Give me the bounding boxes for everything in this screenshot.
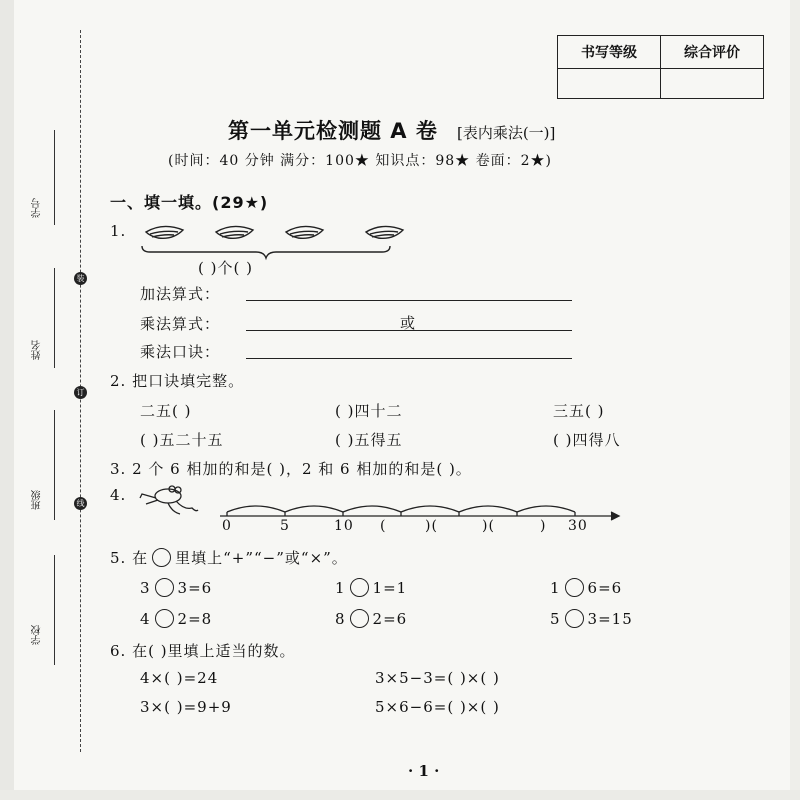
number-line-blank[interactable]: )( <box>425 518 438 534</box>
q3-text[interactable]: 3. 2 个 6 相加的和是( )，2 和 6 相加的和是( )。 <box>110 460 472 478</box>
q5-item <box>335 609 407 628</box>
q5-operand-a: 8 <box>335 610 346 628</box>
exam-info: (时间：40 分钟 满分：100★ 知识点：98★ 卷面：2★) <box>168 153 552 169</box>
number-line-tick-10: 10 <box>334 518 354 534</box>
student-number-line <box>54 130 55 225</box>
number-line-tick-5: 5 <box>280 518 290 534</box>
q5-item <box>550 578 622 597</box>
page-title: 第一单元检测题 A 卷 <box>228 119 438 143</box>
scan-edge-left <box>0 0 14 800</box>
q6-item[interactable]: 5×6−6=( )×( ) <box>375 698 500 716</box>
q5-item <box>550 609 633 628</box>
title-row <box>228 115 555 145</box>
q2-text: 2. 把口诀填完整。 <box>110 372 245 390</box>
q2-item[interactable]: 三五( ) <box>553 402 605 420</box>
brace-icon <box>142 246 390 258</box>
q5-operand-b: 2=6 <box>372 610 408 628</box>
q1-rhyme-answer-line[interactable] <box>246 358 572 359</box>
binding-dot-ding: 订 <box>74 386 87 399</box>
binding-dot-zhuang: 装 <box>74 272 87 285</box>
operator-circle[interactable] <box>155 578 174 597</box>
scan-edge-bottom <box>0 790 800 800</box>
q5-operand-a: 4 <box>140 610 151 628</box>
q5-operand-b: 3=6 <box>177 579 213 597</box>
q1-mul-label: 乘法算式： <box>140 315 221 333</box>
banana-bunch-icon <box>146 226 183 238</box>
number-line-tick-30: 30 <box>568 518 588 534</box>
q2-item[interactable]: ( )四十二 <box>335 402 403 420</box>
operator-circle[interactable] <box>155 609 174 628</box>
q6-item[interactable]: 3×5−3=( )×( ) <box>375 669 500 687</box>
number-line <box>215 498 625 538</box>
q5-text-after: 里填上“+”“−”或“×”。 <box>175 549 348 567</box>
grade-table <box>557 35 764 99</box>
class-line <box>54 410 55 520</box>
q6-item[interactable]: 3×( )=9+9 <box>140 698 232 716</box>
banana-bunch-icon <box>366 226 403 238</box>
q6-text: 6. 在( )里填上适当的数。 <box>110 642 296 660</box>
operator-circle[interactable] <box>350 609 369 628</box>
q5-operand-a: 1 <box>335 579 346 597</box>
q5-operand-b: 1=1 <box>372 579 408 597</box>
q1-add-label: 加法算式： <box>140 285 221 303</box>
class-label: 班级 <box>32 490 43 510</box>
grade-cell-overall[interactable] <box>661 69 764 99</box>
q5-item <box>335 578 407 597</box>
q6-item[interactable]: 4×( )=24 <box>140 669 219 687</box>
q1-add-answer-line[interactable] <box>246 300 572 301</box>
q2-item[interactable]: ( )五二十五 <box>140 431 224 449</box>
q4-number: 4. <box>110 486 127 504</box>
operator-circle[interactable] <box>565 578 584 597</box>
banana-bunch-icon <box>216 226 253 238</box>
q5-text: 5. 在 <box>110 549 149 567</box>
frog-icon <box>138 484 200 516</box>
q2-item[interactable]: ( )五得五 <box>335 431 403 449</box>
school-line <box>54 555 55 665</box>
circle-icon <box>152 548 171 567</box>
q5-operand-a: 1 <box>550 579 561 597</box>
number-line-blank[interactable]: ) <box>540 518 547 534</box>
section-heading: 一、填一填。(29★) <box>110 193 269 212</box>
q1-caption: ( )个( ) <box>198 259 253 277</box>
school-label: 学校 <box>32 625 43 645</box>
binding-dot-xian: 线 <box>74 497 87 510</box>
operator-circle[interactable] <box>565 609 584 628</box>
grade-header-overall: 综合评价 <box>661 36 764 69</box>
name-line <box>54 268 55 368</box>
q5-item <box>140 609 212 628</box>
q1-number: 1. <box>110 222 127 240</box>
student-number-label: 学号 <box>32 198 43 218</box>
q2-item[interactable]: 二五( ) <box>140 402 192 420</box>
scan-edge-right <box>790 0 800 800</box>
q5-item <box>140 578 212 597</box>
page-number: · 1 · <box>408 762 440 780</box>
banana-bunch-icon <box>286 226 323 238</box>
operator-circle[interactable] <box>350 578 369 597</box>
q5-operand-b: 3=15 <box>587 610 633 628</box>
number-line-tick-0: 0 <box>222 518 232 534</box>
grade-cell-writing[interactable] <box>558 69 661 99</box>
page-subtitle: [表内乘法(一)] <box>456 124 556 142</box>
q5-instruction <box>110 547 348 568</box>
q5-operand-a: 5 <box>550 610 561 628</box>
q1-or-text: 或 <box>400 314 417 332</box>
grade-header-writing: 书写等级 <box>558 36 661 69</box>
q5-operand-a: 3 <box>140 579 151 597</box>
number-line-blank[interactable]: ( <box>380 518 387 534</box>
name-label: 姓名 <box>32 340 43 360</box>
q5-operand-b: 2=8 <box>177 610 213 628</box>
bananas-illustration <box>138 218 408 262</box>
q1-rhyme-label: 乘法口诀： <box>140 343 221 361</box>
q2-item[interactable]: ( )四得八 <box>553 431 621 449</box>
number-line-blank[interactable]: )( <box>482 518 495 534</box>
q5-operand-b: 6=6 <box>587 579 623 597</box>
